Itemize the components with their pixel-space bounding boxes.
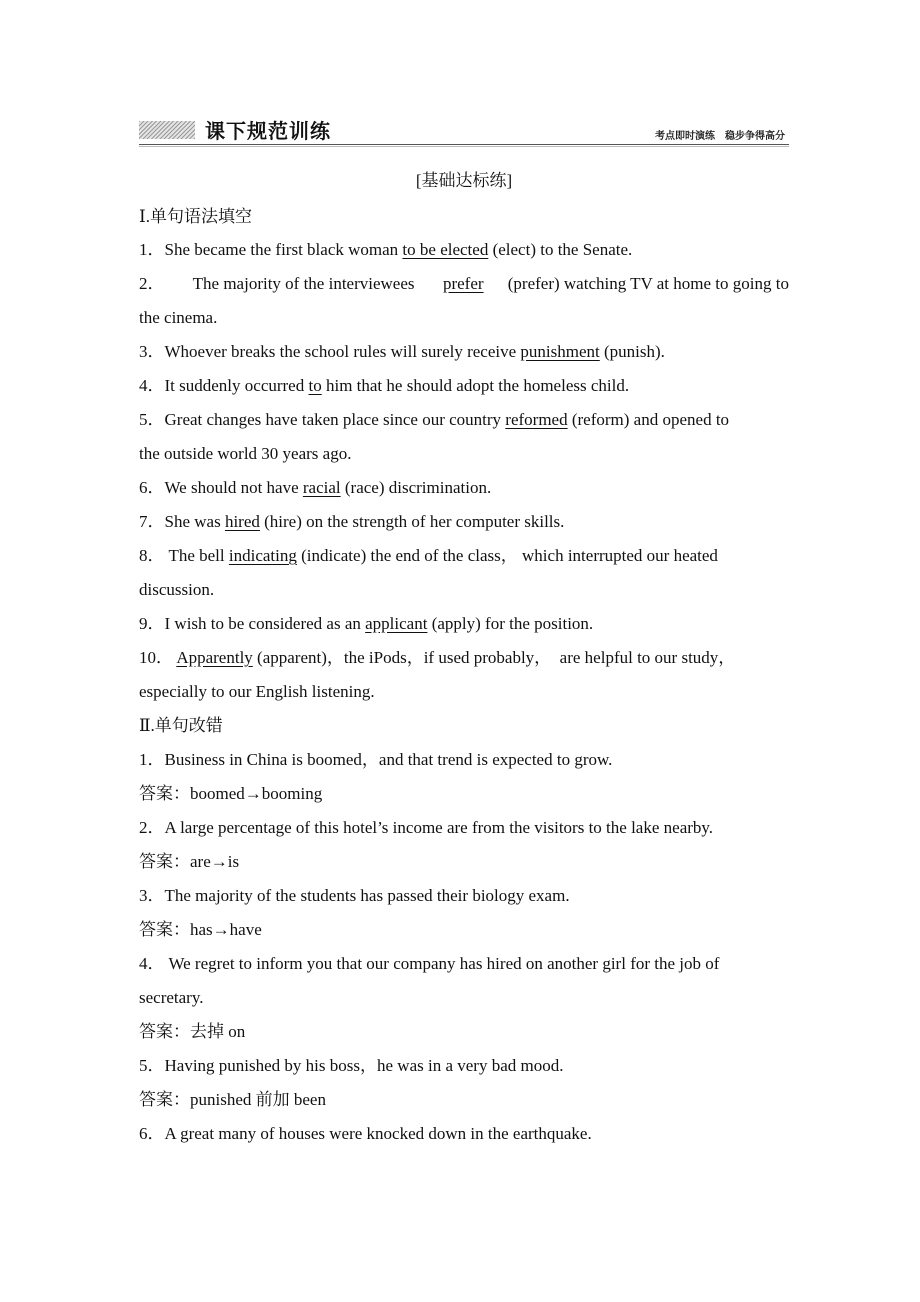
item-text: A large percentage of this hotel’s income are from the visitors to the lake nearby.: [164, 818, 714, 837]
item-text-cont: secretary.: [139, 988, 204, 1007]
item-answer: indicating: [228, 546, 297, 565]
section2-title: Ⅱ.单句改错: [139, 716, 223, 735]
item-text-post: (punish).: [599, 342, 665, 361]
item-answer: punishment: [520, 342, 600, 361]
item-text-pre: The majority of the interviewees: [188, 274, 419, 293]
item-text: Business in China is boomed，and that trend is expected to grow.: [164, 750, 613, 769]
item-number: 6．: [139, 478, 165, 497]
item-number: 3．: [139, 342, 165, 361]
list-item: [139, 539, 789, 607]
item-text-pre: She became the first black woman: [164, 240, 403, 259]
answer-label: 答案：: [139, 1090, 190, 1109]
item-text-post: him that he should adopt the homeless child.: [321, 376, 630, 395]
header-title: 课下规范训练: [205, 119, 331, 143]
header-slogan-left: 考点即时演练: [655, 131, 715, 142]
item-number: 6．: [139, 1124, 165, 1143]
item-text-cont: especially to our English listening.: [139, 682, 375, 701]
answer-text: are→is: [190, 852, 240, 871]
header-slogan-right: 稳步争得高分: [725, 131, 785, 142]
item-text-cont: the cinema.: [139, 308, 218, 327]
item-text-post: (indicate) the end of the class， which interrupted our heated: [296, 546, 718, 565]
item-text-post: (reform) and opened to: [567, 410, 730, 429]
list-item: [139, 947, 789, 1015]
item-number: 5．: [139, 1056, 165, 1075]
item-text: The majority of the students has passed their biology exam.: [164, 886, 570, 905]
item-text: Having punished by his boss，he was in a very bad mood.: [164, 1056, 564, 1075]
item-text-pre: She was: [164, 512, 225, 531]
item-answer: racial: [302, 478, 341, 497]
item-answer: hired: [224, 512, 260, 531]
answer-text: has→have: [190, 920, 262, 939]
item-answer: applicant: [365, 614, 428, 633]
header-rule: [139, 146, 789, 147]
answer-label: 答案：: [139, 1022, 190, 1041]
list-item: [139, 267, 789, 335]
item-number: 4．: [139, 376, 165, 395]
list-item: [139, 743, 789, 777]
list-item: [139, 335, 789, 369]
item-number: 5．: [139, 410, 165, 429]
item-text-pre: We should not have: [164, 478, 303, 497]
item-row: [139, 267, 789, 301]
answer-label: 答案：: [139, 784, 190, 803]
item-text: A great many of houses were knocked down in the earthquake.: [164, 1124, 592, 1143]
item-text-post: (apply) for the position.: [427, 614, 594, 633]
item-text-pre: Great changes have taken place since our country: [164, 410, 506, 429]
answer-line: [139, 777, 789, 811]
worksheet-page: [139, 112, 789, 1151]
item-answer: prefer: [442, 274, 484, 293]
list-item: [139, 403, 789, 471]
answer-line: [139, 845, 789, 879]
item-number: 9．: [139, 614, 165, 633]
item-text-cont: the outside world 30 years ago.: [139, 444, 352, 463]
header-hatch-decoration: [139, 121, 195, 139]
list-item: [139, 641, 789, 709]
answer-line: [139, 1083, 789, 1117]
list-item: [139, 1049, 789, 1083]
item-text-post: (hire) on the strength of her computer skills.: [259, 512, 565, 531]
item-text-pre: Whoever breaks the school rules will surely receive: [164, 342, 521, 361]
item-number: 3．: [139, 886, 165, 905]
answer-line: [139, 913, 789, 947]
item-answer: Apparently: [176, 648, 253, 667]
list-item: [139, 811, 789, 845]
item-number: 1．: [139, 240, 165, 259]
item-row-cont: [139, 573, 789, 607]
item-text-pre: It suddenly occurred: [164, 376, 309, 395]
list-item: [139, 505, 789, 539]
item-number: 10．: [139, 648, 173, 667]
item-row: [139, 539, 789, 573]
answer-text: boomed→booming: [190, 784, 323, 803]
page-header: [139, 112, 789, 145]
list-item: [139, 369, 789, 403]
answer-text: punished 前加 been: [190, 1090, 326, 1109]
item-text-post: (elect) to the Senate.: [488, 240, 633, 259]
answer-label: 答案：: [139, 852, 190, 871]
header-slogan: [655, 127, 785, 142]
item-row: [139, 403, 789, 437]
item-answer: to be elected: [402, 240, 489, 259]
item-text-post: (prefer) watching TV at home to going to: [507, 274, 789, 293]
item-row-cont: [139, 301, 789, 335]
answer-text: 去掉 on: [190, 1022, 246, 1041]
item-row-cont: [139, 675, 789, 709]
item-text-post: (race) discrimination.: [340, 478, 492, 497]
answer-label: 答案：: [139, 920, 190, 939]
item-number: 2．: [139, 274, 165, 293]
item-text: We regret to inform you that our company has hired on another girl for the job of: [164, 954, 720, 973]
item-text-pre: The bell: [164, 546, 229, 565]
item-text-cont: discussion.: [139, 580, 215, 599]
item-row: [139, 947, 789, 981]
item-answer: reformed: [505, 410, 568, 429]
answer-line: [139, 1015, 789, 1049]
list-item: [139, 1117, 789, 1151]
item-row-cont: [139, 437, 789, 471]
item-number: 8．: [139, 546, 165, 565]
item-number: 4．: [139, 954, 165, 973]
item-number: 7．: [139, 512, 165, 531]
list-item: [139, 607, 789, 641]
item-row-cont: [139, 981, 789, 1015]
item-number: 1．: [139, 750, 165, 769]
item-text-post: (apparent)，the iPods，if used probably， are helpful to our study，: [252, 648, 736, 667]
list-item: [139, 879, 789, 913]
section1-list: [139, 233, 789, 709]
section1-title: Ⅰ.单句语法填空: [139, 207, 252, 226]
item-number: 2．: [139, 818, 165, 837]
section2-list: [139, 743, 789, 1151]
item-row: [139, 641, 789, 675]
section-subtitle: [基础达标练]: [415, 171, 513, 190]
list-item: [139, 471, 789, 505]
item-text-pre: I wish to be considered as an: [164, 614, 366, 633]
list-item: [139, 233, 789, 267]
item-answer: to: [308, 376, 322, 395]
